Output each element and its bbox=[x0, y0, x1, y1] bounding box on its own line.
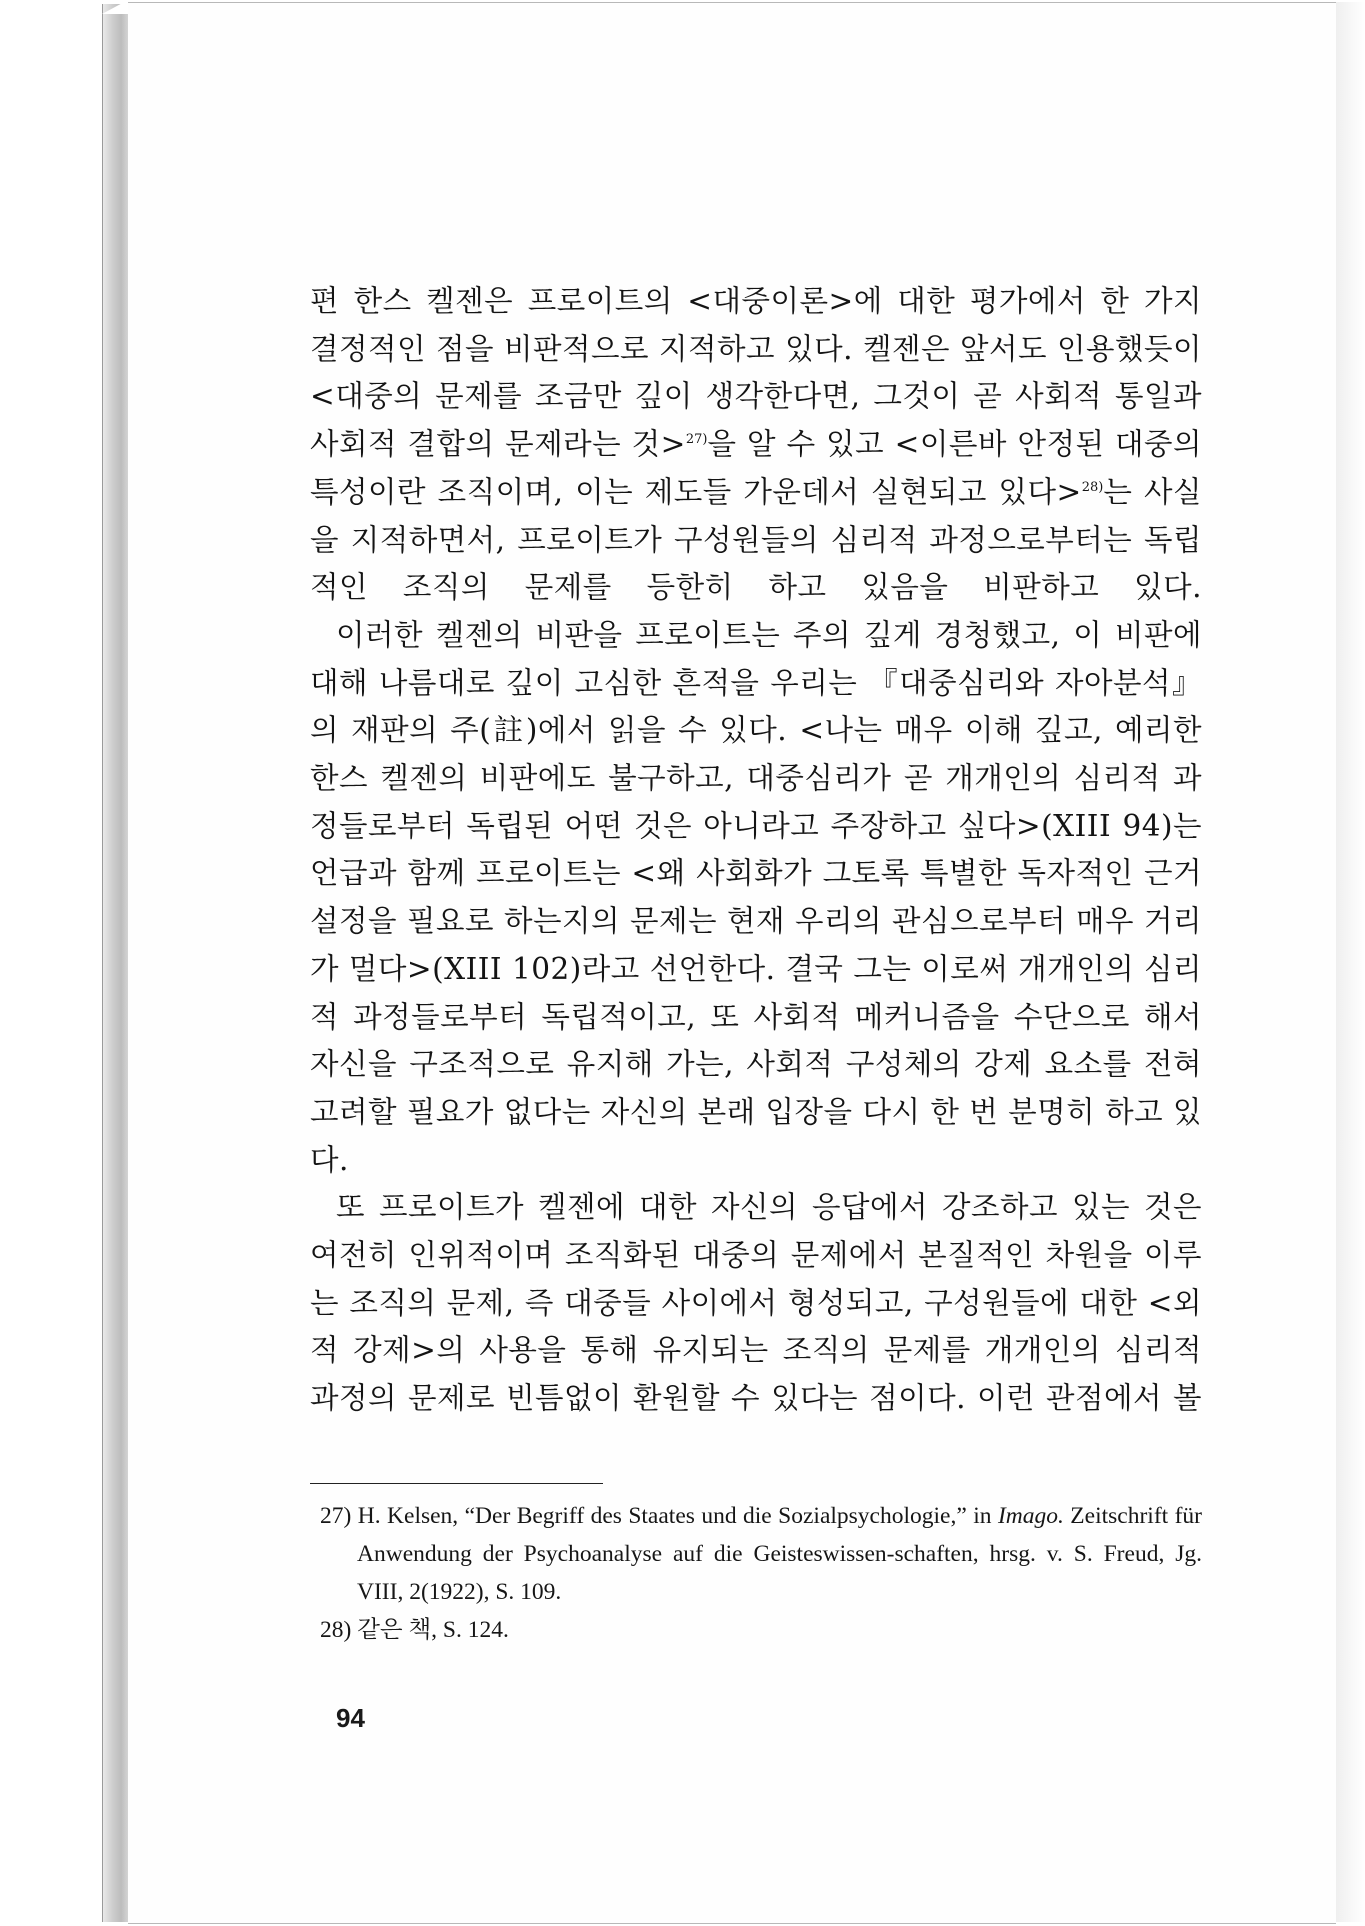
paragraph-1-part-2: 을 알 수 있고 <이른바 안정된 대중의 특성이란 조직이며, 이는 제도들 가운데서 실현되고 있다> bbox=[310, 427, 1202, 509]
footnote-number: 27) bbox=[320, 1503, 352, 1529]
footnote-number: 28) bbox=[320, 1617, 352, 1643]
footnote-ref-28[interactable]: 28) bbox=[1081, 479, 1104, 495]
paragraph-3: 또 프로이트가 켈젠에 대한 자신의 응답에서 강조하고 있는 것은 여전히 인위적이며 조직화된 대중의 문제에서 본질적인 차원을 이루는 조직의 문제, 즉 대중들 사이에서 형성되고, 구성원들에 대한 <외적 강제>의 사용을 통해 유지되는 조직의 문제를 개개인의 심리적 과정의 문제로 빈틈없이 환원할 수 있다는 점이다. 이런 관점에서 볼 bbox=[310, 1190, 1202, 1416]
footnote-text: Zeitschrift für Anwendung der Psychoanalyse auf die Geisteswissen-schaften, hrsg. v. S. Freud, Jg. VIII, 2(1922), S. 109. bbox=[357, 1503, 1203, 1605]
footnote-text: H. Kelsen, “Der Begriff des Staates und die Sozialpsychologie,” in bbox=[357, 1503, 998, 1529]
paragraph-1-part-1: 편 한스 켈젠은 프로이트의 <대중이론>에 대한 평가에서 한 가지 결정적인 점을 비판적으로 지적하고 있다. 켈젠은 앞서도 인용했듯이 <대중의 문제를 조금만 깊이 생각한다면, 그것이 곧 사회적 통일과 사회적 결합의 문제라는 것> bbox=[310, 284, 1202, 462]
paragraph-1 bbox=[310, 278, 1202, 612]
footnote-28 bbox=[320, 1611, 1202, 1649]
book-spine bbox=[102, 4, 130, 1922]
body-text bbox=[310, 278, 1202, 1423]
footnotes bbox=[320, 1497, 1202, 1649]
paragraph-2: 이러한 켈젠의 비판을 프로이트는 주의 깊게 경청했고, 이 비판에 대해 나름대로 깊이 고심한 흔적을 우리는 『대중심리와 자아분석』의 재판의 주(註)에서 읽을 수 있다. <나는 매우 이해 깊고, 예리한 한스 켈젠의 비판에도 불구하고, 대중심리가 곧 개개인의 심리적 과정들로부터 독립된 어떤 것은 아니라고 주장하고 싶다>(XIII 94)는 언급과 함께 프로이트는 <왜 사회화가 그토록 특별한 독자적인 근거설정을 필요로 하는지의 문제는 현재 우리의 관심으로부터 매우 거리가 멀다>(XIII 102)라고 선언한다. 결국 그는 이로써 개개인의 심리적 과정들로부터 독립적이고, 또 사회적 메커니즘을 수단으로 해서 자신을 구조적으로 유지해 가는, 사회적 구성체의 강제 요소를 전혀 고려할 필요가 없다는 자신의 본래 입장을 다시 한 번 분명히 하고 있다. bbox=[310, 617, 1202, 1177]
footnote-ref-27[interactable]: 27) bbox=[685, 432, 708, 448]
paragraph-1-part-3: 는 사실을 지적하면서, 프로이트가 구성원들의 심리적 과정으로부터는 독립적인 조직의 문제를 등한히 하고 있음을 비판하고 있다. bbox=[310, 474, 1202, 605]
footnote-separator bbox=[310, 1483, 603, 1484]
page-edge bbox=[1336, 2, 1365, 1922]
footnote-text: 같은 책, S. 124. bbox=[357, 1617, 509, 1643]
page-number: 94 bbox=[336, 1703, 365, 1733]
journal-title: Imago. bbox=[997, 1503, 1064, 1529]
footnote-27 bbox=[320, 1497, 1202, 1611]
